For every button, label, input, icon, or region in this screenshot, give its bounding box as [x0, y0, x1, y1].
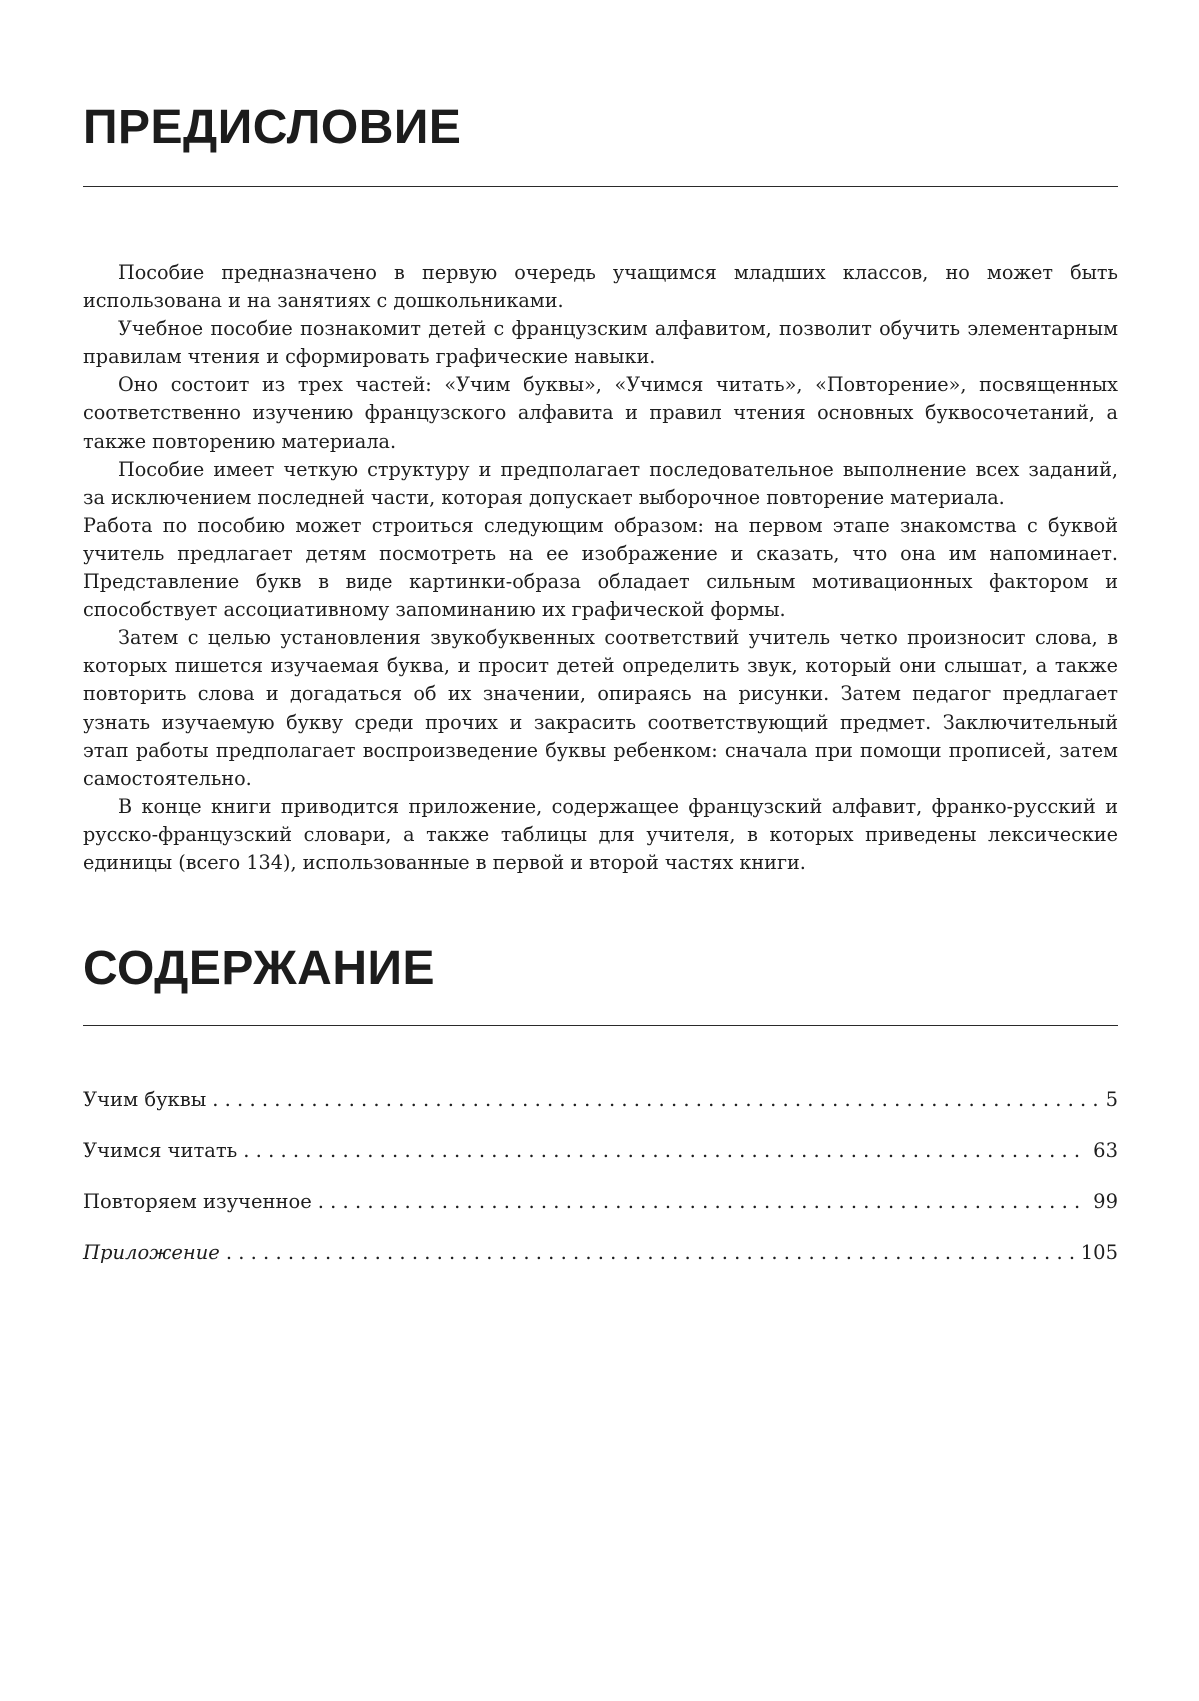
preface-body — [83, 259, 1118, 877]
toc-entry-page: 99 — [1093, 1190, 1118, 1213]
preface-paragraph: Работа по пособию может строиться следующим образом: на первом этапе знакомства с буквой учитель предлагает детям посмотреть на ее изображение и сказать, что она им напоминает. Представление букв в виде картинки-образа обладает сильным мотивационных фактором и способствует ассоциативному запоминанию их графической формы. — [83, 513, 1118, 622]
toc-entry-title: Учим буквы — [83, 1088, 207, 1111]
preface-paragraph: В конце книги приводится приложение, содержащее французский алфавит, франко-русский и русско-французский словари, а также таблицы для учителя, в которых приведены лексические единицы (всего 134), использованные в первой и второй частях книги. — [83, 794, 1118, 874]
preface-divider — [83, 186, 1118, 187]
toc-entry[interactable] — [83, 1176, 1118, 1227]
toc-entry[interactable] — [83, 1227, 1118, 1278]
preface-paragraph: Учебное пособие познакомит детей с французским алфавитом, позволит обучить элементарным правилам чтения и сформировать графические навыки. — [83, 317, 1118, 369]
toc-leader-dots — [226, 1227, 1075, 1278]
toc-entry-title: Повторяем изученное — [83, 1190, 312, 1213]
preface-paragraph: Пособие предназначено в первую очередь учащимся младших классов, но может быть использована и на занятиях с дошкольниками. — [83, 261, 1118, 313]
toc-entry-title: Приложение — [83, 1241, 220, 1264]
toc-entry[interactable] — [83, 1074, 1118, 1125]
contents-divider — [83, 1025, 1118, 1026]
toc-entry-page: 105 — [1080, 1241, 1118, 1264]
preface-title: ПРЕДИСЛОВИЕ — [83, 101, 462, 154]
toc-leader-dots — [318, 1176, 1087, 1227]
preface-paragraph: Пособие имеет четкую структуру и предполагает последовательное выполнение всех заданий, за исключением последней части, которая допускает выборочное повторение материала. — [83, 457, 1118, 509]
toc-leader-dots — [212, 1074, 1099, 1125]
toc-entry[interactable] — [83, 1125, 1118, 1176]
preface-paragraph: Затем с целью установления звукобуквенных соответствий учитель четко произносит слова, в которых пишется изучаемая буква, и просит детей определить звук, который они слышат, а также повторить слова и догадаться об их значении, опираясь на рисунки. Затем педагог предлагает узнать изучаемую букву среди прочих и закрасить соответствующий предмет. Заключительный этап работы предполагает воспроизведение буквы ребенком: сначала при помощи прописей, затем самостоятельно. — [83, 626, 1118, 790]
toc-entry-page: 63 — [1093, 1139, 1118, 1162]
toc-entry-page: 5 — [1105, 1088, 1118, 1111]
contents-title: СОДЕРЖАНИЕ — [83, 942, 435, 995]
preface-paragraph: Оно состоит из трех частей: «Учим буквы», «Учимся читать», «Повторение», посвященных соответственно изучению французского алфавита и правил чтения основных буквосочетаний, а также повторению материала. — [83, 373, 1118, 453]
toc-entry-title: Учимся читать — [83, 1139, 238, 1162]
toc-leader-dots — [243, 1125, 1087, 1176]
table-of-contents — [83, 1074, 1118, 1278]
